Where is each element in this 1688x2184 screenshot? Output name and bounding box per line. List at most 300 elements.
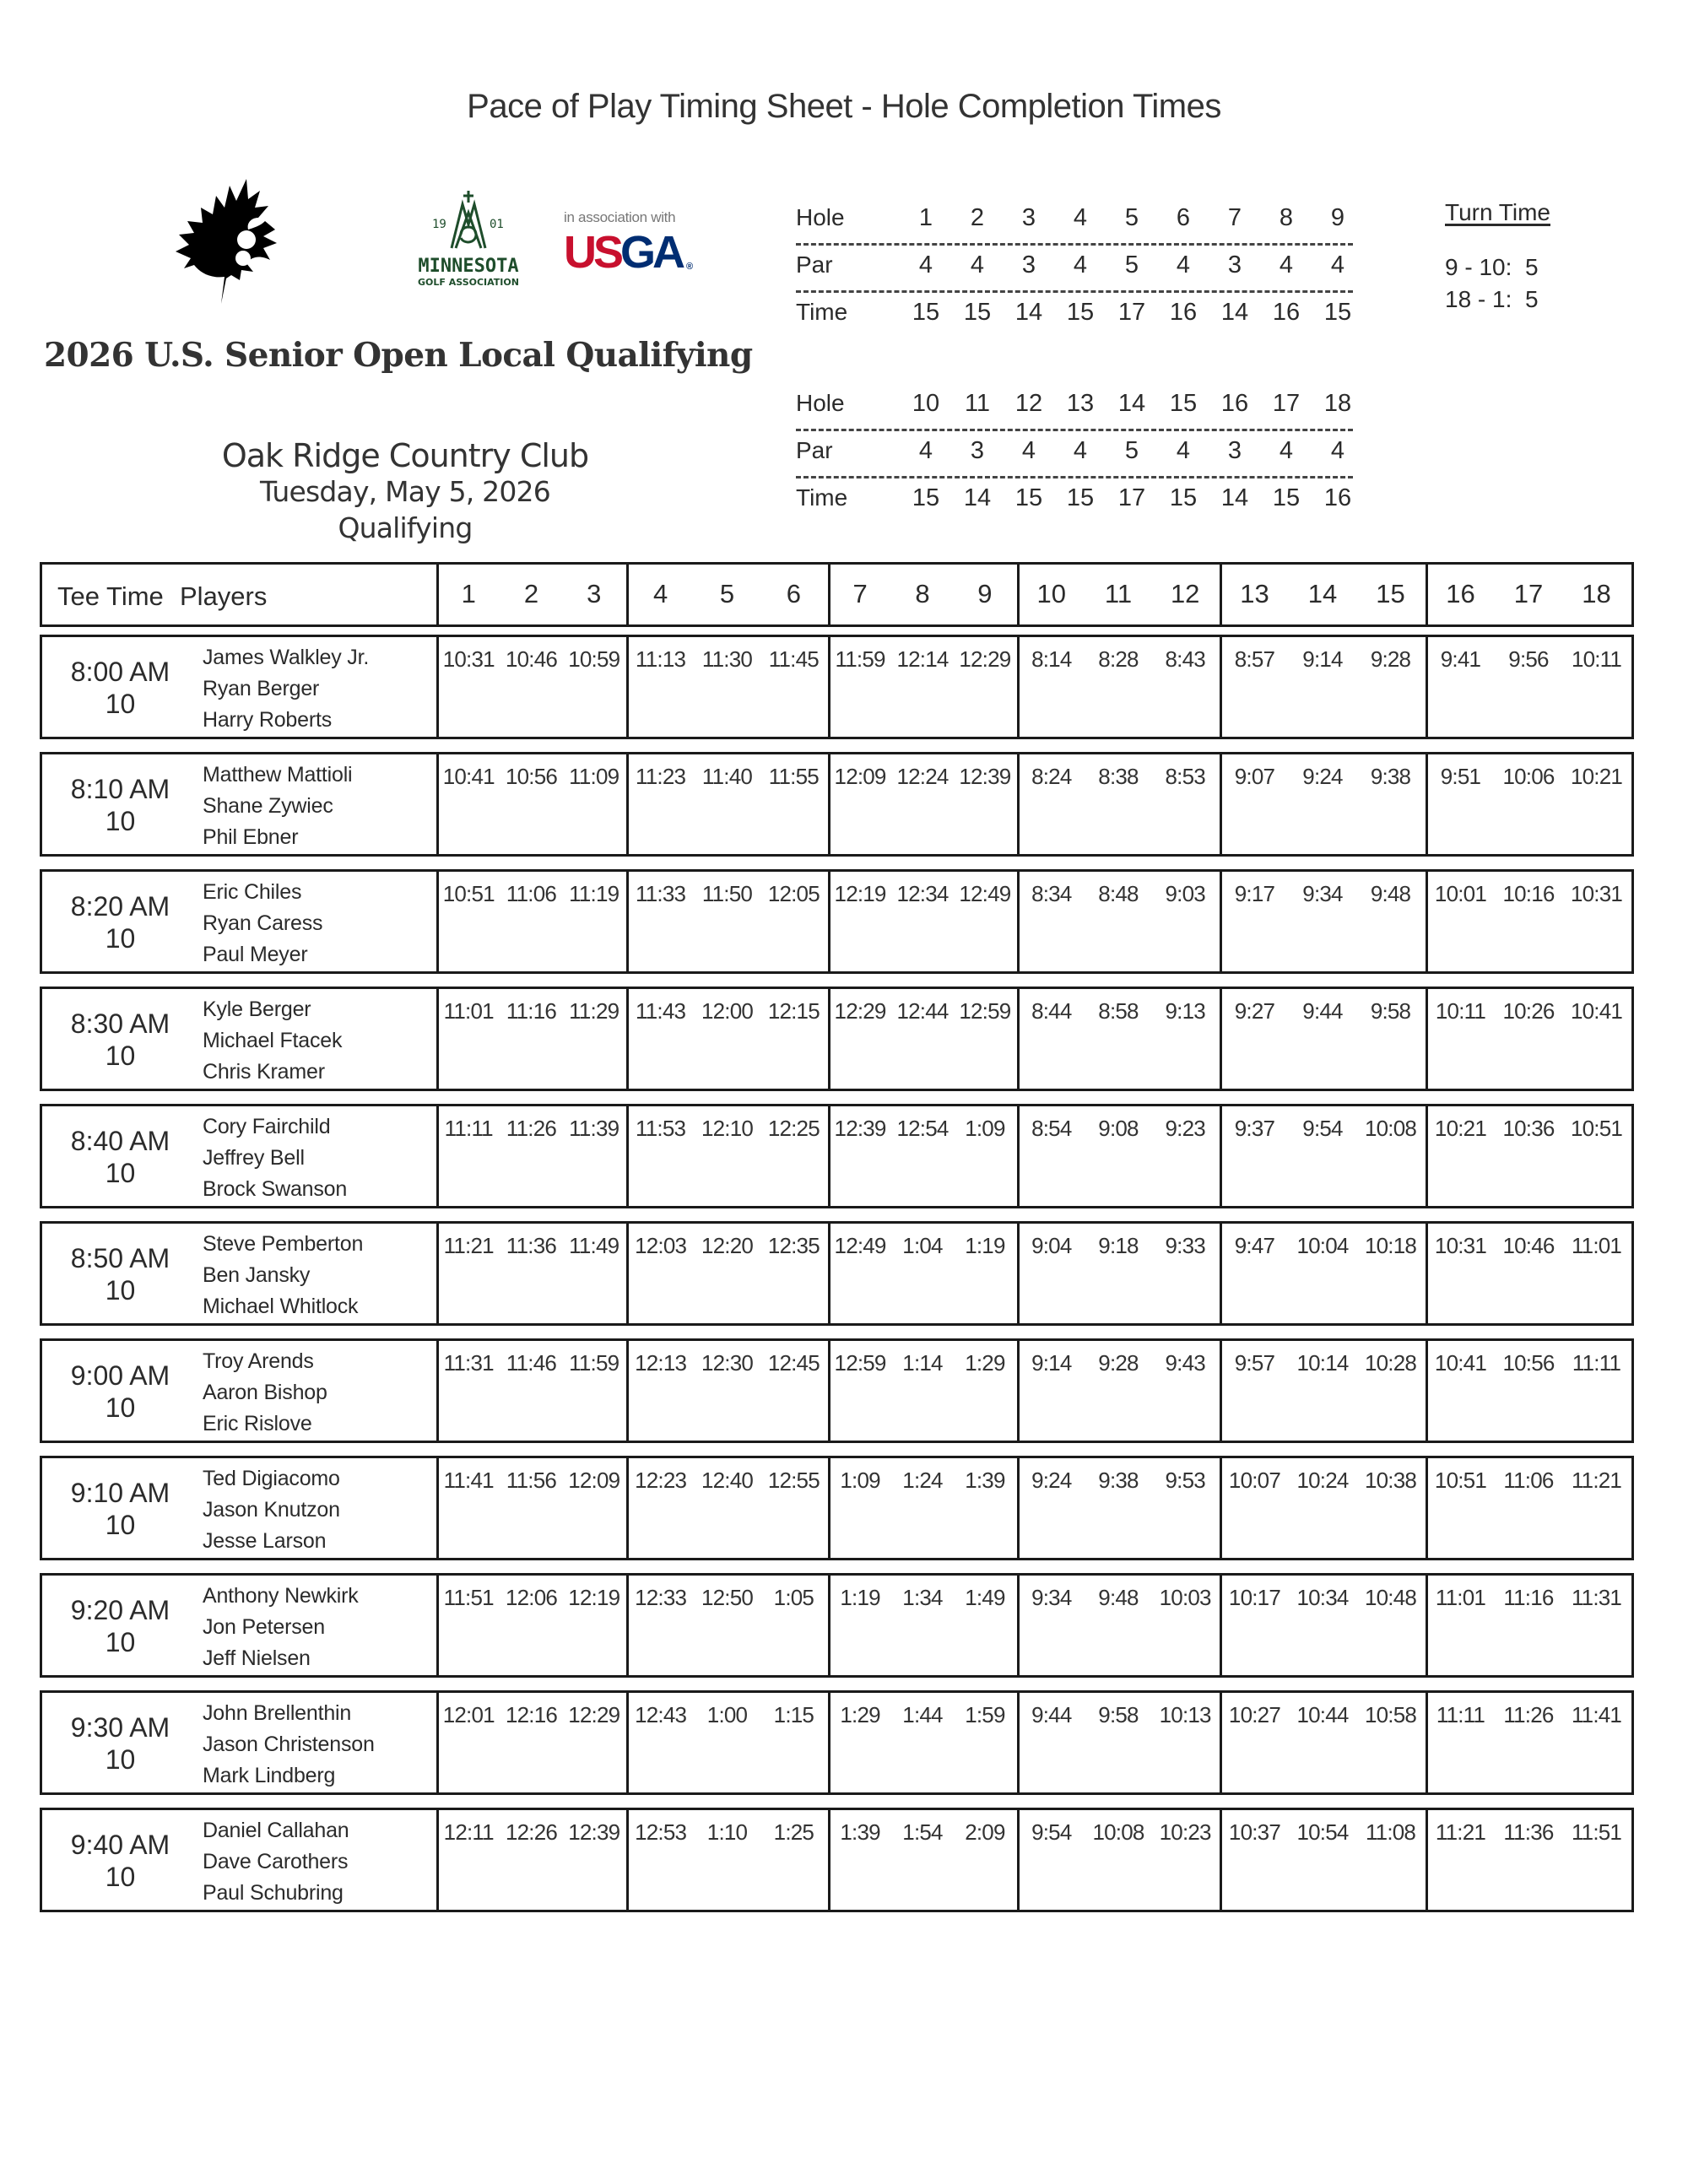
- player-name: Troy Arends: [203, 1349, 314, 1373]
- group-info-box: [40, 1104, 439, 1208]
- tee-time: [42, 773, 198, 837]
- hole-completion-time: 10:24: [1296, 1468, 1349, 1493]
- table-row: [40, 1338, 1631, 1443]
- scorecard-par-value: 3: [970, 437, 985, 464]
- scorecard-time-value: 14: [963, 484, 992, 511]
- hole-completion-time: 11:31: [1571, 1585, 1622, 1610]
- hole-number-header: 18: [1582, 579, 1611, 608]
- group-info-box: [40, 1808, 439, 1912]
- hole-completion-time: 12:00: [701, 998, 754, 1024]
- hole-completion-time: 10:03: [1159, 1585, 1211, 1610]
- hole-completion-time: 10:08: [1364, 1116, 1417, 1141]
- hole-completion-time: 11:06: [1503, 1468, 1554, 1493]
- hole-completion-time: 12:09: [834, 764, 886, 789]
- hole-completion-time: 12:29: [834, 998, 886, 1024]
- hole-completion-time: 10:13: [1159, 1702, 1211, 1727]
- hole-completion-time: 12:03: [635, 1233, 687, 1258]
- hole-completion-time: 11:59: [569, 1350, 619, 1376]
- hole-completion-time: 1:10: [706, 1819, 748, 1845]
- hole-completion-time: 12:39: [568, 1819, 620, 1845]
- hole-completion-time: 2:09: [965, 1819, 1005, 1845]
- hole-completion-time: 12:15: [767, 998, 820, 1024]
- table-row: [40, 869, 1631, 974]
- document-title: Pace of Play Timing Sheet - Hole Completion Times: [467, 88, 1221, 125]
- scorecard-par-value: 4: [1330, 437, 1345, 464]
- scorecard-time-label: Time: [796, 299, 848, 325]
- scorecard-hole-value: 10: [912, 390, 940, 417]
- hole-completion-time: 1:00: [706, 1702, 748, 1727]
- hole-completion-time: 12:59: [959, 998, 1011, 1024]
- dashed-divider: [796, 429, 1353, 431]
- tee-time-value: 8:50 AM: [70, 1243, 170, 1273]
- table-row: [40, 1808, 1631, 1912]
- hole-completion-time: 9:27: [1234, 998, 1275, 1024]
- player-name: Ted Digiacomo: [203, 1467, 340, 1490]
- hole-completion-time: 8:43: [1165, 646, 1205, 672]
- hole-completion-time: 11:43: [636, 998, 686, 1024]
- hole-completion-time: 12:39: [834, 1116, 886, 1141]
- hole-completion-time: 9:18: [1098, 1233, 1139, 1258]
- scorecard-time-row: [796, 299, 1370, 329]
- scorecard-time-value: 14: [1220, 299, 1249, 326]
- group-info-box: [40, 1690, 439, 1795]
- hole-number-header: 4: [653, 579, 668, 608]
- scorecard-hole-value: 3: [1021, 204, 1036, 231]
- scorecard-time-value: 15: [1272, 484, 1301, 511]
- scorecard-hole-value: 8: [1279, 204, 1294, 231]
- hole-completion-time: 9:14: [1031, 1350, 1072, 1376]
- hole-completion-time: 1:29: [840, 1702, 880, 1727]
- hole-completion-time: 9:38: [1370, 764, 1411, 789]
- hole-completion-time: 10:06: [1502, 764, 1555, 789]
- hole-completion-time: 11:59: [835, 646, 885, 672]
- scorecard-par-value: 4: [1073, 437, 1088, 464]
- player-list: [203, 1463, 340, 1557]
- scorecard-hole-value: 5: [1124, 204, 1139, 231]
- hole-completion-time: 12:19: [834, 881, 886, 906]
- scorecard-time-value: 14: [1220, 484, 1249, 511]
- scorecard-hole-value: 15: [1169, 390, 1198, 417]
- scorecard-time-value: 15: [1323, 299, 1352, 326]
- hole-completion-time: 11:16: [506, 998, 557, 1024]
- round-label: Qualifying: [338, 511, 473, 544]
- header-players-box: [40, 562, 439, 627]
- start-hole: 10: [105, 806, 136, 836]
- hole-completion-time: 12:40: [701, 1468, 754, 1493]
- scorecard-par-value: 4: [1176, 251, 1191, 278]
- hole-completion-time: 10:59: [568, 646, 620, 672]
- hole-completion-time: 9:54: [1302, 1116, 1343, 1141]
- scorecard-time-label: Time: [796, 484, 848, 511]
- scorecard-par-value: 4: [1073, 251, 1088, 278]
- hole-completion-time: 11:39: [569, 1116, 619, 1141]
- hole-completion-time: 10:08: [1092, 1819, 1144, 1845]
- group-info-box: [40, 1573, 439, 1678]
- hole-completion-time: 11:21: [1435, 1819, 1486, 1845]
- start-hole: 10: [105, 923, 136, 954]
- tee-time-value: 9:20 AM: [70, 1595, 170, 1625]
- hole-completion-time: 11:31: [443, 1350, 494, 1376]
- hole-completion-time: 9:14: [1302, 646, 1343, 672]
- hole-completion-time: 10:18: [1364, 1233, 1417, 1258]
- scorecard-par-value: 3: [1227, 251, 1242, 278]
- hole-completion-time: 12:53: [635, 1819, 687, 1845]
- hole-completion-time: 10:34: [1296, 1585, 1349, 1610]
- scorecard-hole-value: 7: [1227, 204, 1242, 231]
- start-hole: 10: [105, 1627, 136, 1657]
- player-name: Jeffrey Bell: [203, 1146, 305, 1170]
- hole-completion-time: 1:39: [840, 1819, 880, 1845]
- hole-completion-time: 9:44: [1302, 998, 1343, 1024]
- hole-completion-time: 12:20: [701, 1233, 754, 1258]
- hole-completion-time: 10:31: [1570, 881, 1623, 906]
- player-list: [203, 1111, 347, 1205]
- hole-completion-time: 1:29: [965, 1350, 1005, 1376]
- hole-completion-time: 1:15: [773, 1702, 814, 1727]
- hole-completion-time: 12:49: [959, 881, 1011, 906]
- start-hole: 10: [105, 1041, 136, 1071]
- scorecard-hole-value: 13: [1066, 390, 1095, 417]
- player-name: Mark Lindberg: [203, 1764, 336, 1787]
- oak-leaf-icon: [169, 170, 287, 305]
- hole-completion-time: 10:11: [1571, 646, 1622, 672]
- scorecard-hole-value: 11: [964, 390, 991, 417]
- hole-completion-time: 12:39: [959, 764, 1011, 789]
- player-name: Shane Zywiec: [203, 794, 333, 818]
- scorecard-hole-value: 16: [1220, 390, 1249, 417]
- hole-completion-time: 11:09: [569, 764, 619, 789]
- hole-completion-time: 9:47: [1234, 1233, 1275, 1258]
- group-info-box: [40, 869, 439, 974]
- hole-completion-time: 11:01: [1571, 1233, 1622, 1258]
- hole-completion-time: 12:30: [701, 1350, 754, 1376]
- hole-completion-time: 1:59: [965, 1702, 1005, 1727]
- player-name: Jeff Nielsen: [203, 1646, 311, 1670]
- hole-completion-time: 12:35: [767, 1233, 820, 1258]
- hole-completion-time: 9:03: [1165, 881, 1205, 906]
- hole-completion-time: 11:13: [636, 646, 686, 672]
- table-row: [40, 1456, 1631, 1560]
- hole-number-header: 7: [852, 579, 868, 608]
- dashed-divider: [796, 290, 1353, 293]
- hole-completion-time: 9:51: [1440, 764, 1481, 789]
- hole-completion-time: 8:44: [1031, 998, 1072, 1024]
- hole-completion-time: 10:28: [1364, 1350, 1417, 1376]
- hole-number-header: 11: [1104, 579, 1133, 608]
- hole-completion-time: 9:41: [1440, 646, 1481, 672]
- hole-completion-time: 11:23: [636, 764, 686, 789]
- hole-completion-time: 8:58: [1098, 998, 1139, 1024]
- hole-completion-time: 9:58: [1370, 998, 1411, 1024]
- hole-completion-time: 1:24: [902, 1468, 943, 1493]
- hole-number-header: 12: [1170, 579, 1200, 608]
- hole-completion-time: 10:31: [1434, 1233, 1486, 1258]
- hole-completion-time: 1:54: [902, 1819, 943, 1845]
- hole-completion-time: 8:53: [1165, 764, 1205, 789]
- hole-completion-time: 9:24: [1031, 1468, 1072, 1493]
- player-name: Jesse Larson: [203, 1529, 327, 1553]
- hole-number-header: 6: [786, 579, 801, 608]
- hole-completion-time: 11:26: [1503, 1702, 1554, 1727]
- hole-completion-time: 11:51: [1571, 1819, 1622, 1845]
- tee-time: [42, 1477, 198, 1541]
- group-info-box: [40, 752, 439, 857]
- tee-time: [42, 1242, 198, 1306]
- player-name: Matthew Mattioli: [203, 763, 353, 787]
- hole-completion-time: 12:29: [568, 1702, 620, 1727]
- scorecard-hole-value: 1: [918, 204, 933, 231]
- hole-completion-time: 9:48: [1370, 881, 1411, 906]
- hole-completion-time: 12:55: [767, 1468, 820, 1493]
- hole-completion-time: 11:45: [768, 646, 819, 672]
- event-title: 2026 U.S. Senior Open Local Qualifying: [44, 336, 753, 375]
- tee-time-value: 8:40 AM: [70, 1126, 170, 1156]
- hole-number-header: 8: [915, 579, 930, 608]
- scorecard-par-value: 4: [1176, 437, 1191, 464]
- hole-completion-time: 11:30: [701, 646, 753, 672]
- hole-number-header: 16: [1446, 579, 1475, 608]
- scorecard-time-value: 15: [1014, 484, 1043, 511]
- svg-text:01: 01: [490, 218, 504, 231]
- player-name: Eric Rislove: [203, 1412, 312, 1435]
- scorecard-par-label: Par: [796, 437, 833, 463]
- turn-time-9-10: 9 - 10: 5: [1445, 254, 1539, 280]
- player-name: Michael Ftacek: [203, 1029, 343, 1052]
- dashed-divider: [796, 476, 1353, 478]
- tee-time: [42, 1829, 198, 1893]
- hole-completion-time: 8:34: [1031, 881, 1072, 906]
- hole-completion-time: 10:26: [1502, 998, 1555, 1024]
- scorecard-par-value: 4: [918, 437, 933, 464]
- hole-completion-time: 8:57: [1234, 646, 1275, 672]
- hole-completion-time: 12:24: [896, 764, 949, 789]
- tee-time-value: 8:30 AM: [70, 1008, 170, 1039]
- hole-number-header: 2: [523, 579, 539, 608]
- player-name: Brock Swanson: [203, 1177, 348, 1201]
- hole-completion-time: 9:13: [1165, 998, 1205, 1024]
- hole-completion-time: 10:48: [1364, 1585, 1417, 1610]
- scorecard-par-value: 5: [1124, 437, 1139, 464]
- player-name: Paul Schubring: [203, 1881, 344, 1905]
- scorecard-hole-row: [796, 390, 1370, 420]
- hole-number-header: 17: [1513, 579, 1544, 608]
- hole-completion-time: 8:54: [1031, 1116, 1072, 1141]
- scorecard-time-value: 15: [1066, 299, 1095, 326]
- scorecard-time-value: 15: [1169, 484, 1198, 511]
- group-info-box: [40, 1221, 439, 1326]
- start-hole: 10: [105, 1744, 136, 1775]
- tee-time-value: 9:00 AM: [70, 1360, 170, 1391]
- hole-completion-time: 10:36: [1502, 1116, 1555, 1141]
- player-list: [203, 1229, 363, 1322]
- scorecard-par-row: [796, 251, 1370, 282]
- scorecard-hole-value: 6: [1176, 204, 1191, 231]
- hole-completion-time: 12:54: [896, 1116, 949, 1141]
- hole-completion-time: 1:39: [965, 1468, 1005, 1493]
- tee-time-value: 9:10 AM: [70, 1478, 170, 1508]
- player-name: Daniel Callahan: [203, 1819, 349, 1842]
- hole-completion-time: 9:23: [1165, 1116, 1205, 1141]
- hole-completion-time: 9:28: [1098, 1350, 1139, 1376]
- tee-time-value: 9:30 AM: [70, 1712, 170, 1743]
- hole-completion-time: 10:51: [442, 881, 495, 906]
- player-name: James Walkley Jr.: [203, 646, 370, 669]
- tee-time: [42, 1711, 198, 1776]
- hole-number-header: 10: [1036, 579, 1067, 608]
- player-name: Michael Whitlock: [203, 1295, 359, 1318]
- hole-completion-time: 9:57: [1234, 1350, 1275, 1376]
- hole-completion-time: 11:36: [506, 1233, 557, 1258]
- hole-completion-time: 9:33: [1165, 1233, 1205, 1258]
- hole-completion-time: 10:44: [1296, 1702, 1349, 1727]
- hole-completion-time: 10:01: [1434, 881, 1486, 906]
- player-name: Eric Chiles: [203, 880, 302, 904]
- hole-completion-time: 12:25: [767, 1116, 820, 1141]
- player-name: Ben Jansky: [203, 1263, 311, 1287]
- hole-completion-time: 9:04: [1031, 1233, 1072, 1258]
- hole-completion-time: 10:54: [1296, 1819, 1349, 1845]
- player-name: Ryan Caress: [203, 911, 323, 935]
- tee-time-value: 8:20 AM: [70, 891, 170, 922]
- table-row: [40, 987, 1631, 1091]
- player-name: Dave Carothers: [203, 1850, 349, 1873]
- hole-completion-time: 9:24: [1302, 764, 1343, 789]
- turn-time-title: Turn Time: [1445, 199, 1550, 225]
- hole-completion-time: 12:49: [834, 1233, 886, 1258]
- venue-name: Oak Ridge Country Club: [221, 437, 589, 474]
- turn-time-block: [1445, 199, 1550, 316]
- hole-completion-time: 10:04: [1296, 1233, 1349, 1258]
- hole-completion-time: 11:19: [569, 881, 619, 906]
- scorecard-time-value: 16: [1272, 299, 1301, 326]
- scorecard-hole-value: 2: [970, 204, 985, 231]
- hole-completion-time: 10:58: [1364, 1702, 1417, 1727]
- tee-time-header: Tee Time: [57, 581, 164, 611]
- hole-completion-time: 9:34: [1031, 1585, 1072, 1610]
- turn-time-18-1: 18 - 1: 5: [1445, 286, 1539, 312]
- scorecard-time-value: 17: [1117, 484, 1146, 511]
- hole-completion-time: 8:14: [1031, 646, 1072, 672]
- hole-completion-time: 11:16: [1503, 1585, 1554, 1610]
- group-info-box: [40, 987, 439, 1091]
- start-hole: 10: [105, 689, 136, 719]
- start-hole: 10: [105, 1862, 136, 1892]
- hole-completion-time: 12:33: [635, 1585, 687, 1610]
- tee-time: [42, 1360, 198, 1424]
- player-list: [203, 1815, 349, 1909]
- hole-completion-time: 9:54: [1031, 1819, 1072, 1845]
- player-list: [203, 1346, 327, 1440]
- hole-completion-time: 9:17: [1234, 881, 1275, 906]
- hole-number-header: 3: [587, 579, 602, 608]
- player-list: [203, 877, 322, 970]
- scorecard-time-value: 14: [1014, 299, 1043, 326]
- hole-completion-time: 12:44: [896, 998, 949, 1024]
- hole-completion-time: 1:14: [902, 1350, 943, 1376]
- player-name: John Brellenthin: [203, 1701, 352, 1725]
- hole-completion-time: 12:45: [767, 1350, 820, 1376]
- hole-completion-time: 12:14: [896, 646, 949, 672]
- hole-completion-time: 10:37: [1228, 1819, 1280, 1845]
- scorecard-hole-value: 9: [1330, 204, 1345, 231]
- hole-completion-time: 10:21: [1570, 764, 1623, 789]
- svg-text:GOLF ASSOCIATION: GOLF ASSOCIATION: [418, 277, 519, 288]
- hole-completion-time: 11:06: [506, 881, 557, 906]
- scorecard-par-value: 5: [1124, 251, 1139, 278]
- hole-completion-time: 10:51: [1434, 1468, 1486, 1493]
- hole-completion-time: 9:56: [1508, 646, 1549, 672]
- hole-completion-time: 11:53: [636, 1116, 686, 1141]
- table-row: [40, 1573, 1631, 1678]
- scorecard-time-value: 15: [1066, 484, 1095, 511]
- start-hole: 10: [105, 1392, 136, 1423]
- tee-time: [42, 1125, 198, 1189]
- hole-completion-time: 1:05: [773, 1585, 814, 1610]
- hole-completion-time: 1:34: [902, 1585, 943, 1610]
- start-hole: 10: [105, 1510, 136, 1540]
- hole-completion-time: 1:25: [773, 1819, 814, 1845]
- hole-completion-time: 12:50: [701, 1585, 754, 1610]
- hole-completion-time: 1:04: [902, 1233, 943, 1258]
- player-name: Phil Ebner: [203, 825, 299, 849]
- hole-completion-time: 12:43: [635, 1702, 687, 1727]
- hole-completion-time: 11:36: [1503, 1819, 1554, 1845]
- hole-completion-time: 11:11: [1572, 1350, 1621, 1376]
- table-row: [40, 752, 1631, 857]
- hole-completion-time: 1:09: [840, 1468, 880, 1493]
- tee-time-value: 8:10 AM: [70, 774, 170, 804]
- hole-completion-time: 12:11: [443, 1819, 494, 1845]
- usga-wordmark: USGA ®: [564, 227, 694, 278]
- hole-completion-time: 11:26: [506, 1116, 557, 1141]
- table-row: [40, 1104, 1631, 1208]
- hole-completion-time: 1:44: [902, 1702, 943, 1727]
- hole-completion-time: 11:01: [443, 998, 494, 1024]
- hole-completion-time: 9:53: [1165, 1468, 1205, 1493]
- tee-time: [42, 1008, 198, 1072]
- hole-completion-time: 8:48: [1098, 881, 1139, 906]
- hole-completion-time: 11:41: [443, 1468, 494, 1493]
- hole-completion-time: 1:09: [965, 1116, 1005, 1141]
- hole-completion-time: 10:56: [505, 764, 558, 789]
- hole-completion-time: 1:19: [965, 1233, 1005, 1258]
- hole-completion-time: 12:23: [635, 1468, 687, 1493]
- hole-completion-time: 12:13: [635, 1350, 687, 1376]
- hole-completion-time: 9:58: [1098, 1702, 1139, 1727]
- dashed-divider: [796, 243, 1353, 246]
- player-name: Paul Meyer: [203, 943, 308, 966]
- hole-completion-time: 1:49: [965, 1585, 1005, 1610]
- hole-completion-time: 10:38: [1364, 1468, 1417, 1493]
- player-name: Harry Roberts: [203, 708, 332, 732]
- scorecard-par-row: [796, 437, 1370, 468]
- hole-completion-time: 10:51: [1570, 1116, 1623, 1141]
- tee-time-value: 9:40 AM: [70, 1830, 170, 1860]
- scorecard-hole-value: 4: [1073, 204, 1088, 231]
- hole-completion-time: 11:01: [1435, 1585, 1486, 1610]
- hole-completion-time: 11:55: [768, 764, 819, 789]
- hole-completion-time: 10:11: [1435, 998, 1486, 1024]
- player-list: [203, 642, 369, 736]
- hole-completion-time: 8:24: [1031, 764, 1072, 789]
- hole-completion-time: 10:14: [1296, 1350, 1349, 1376]
- tee-time: [42, 890, 198, 954]
- hole-completion-time: 10:41: [442, 764, 495, 789]
- scorecard-par-value: 3: [1227, 437, 1242, 464]
- player-name: Ryan Berger: [203, 677, 320, 700]
- hole-completion-time: 12:05: [767, 881, 820, 906]
- hole-number-header: 5: [719, 579, 735, 608]
